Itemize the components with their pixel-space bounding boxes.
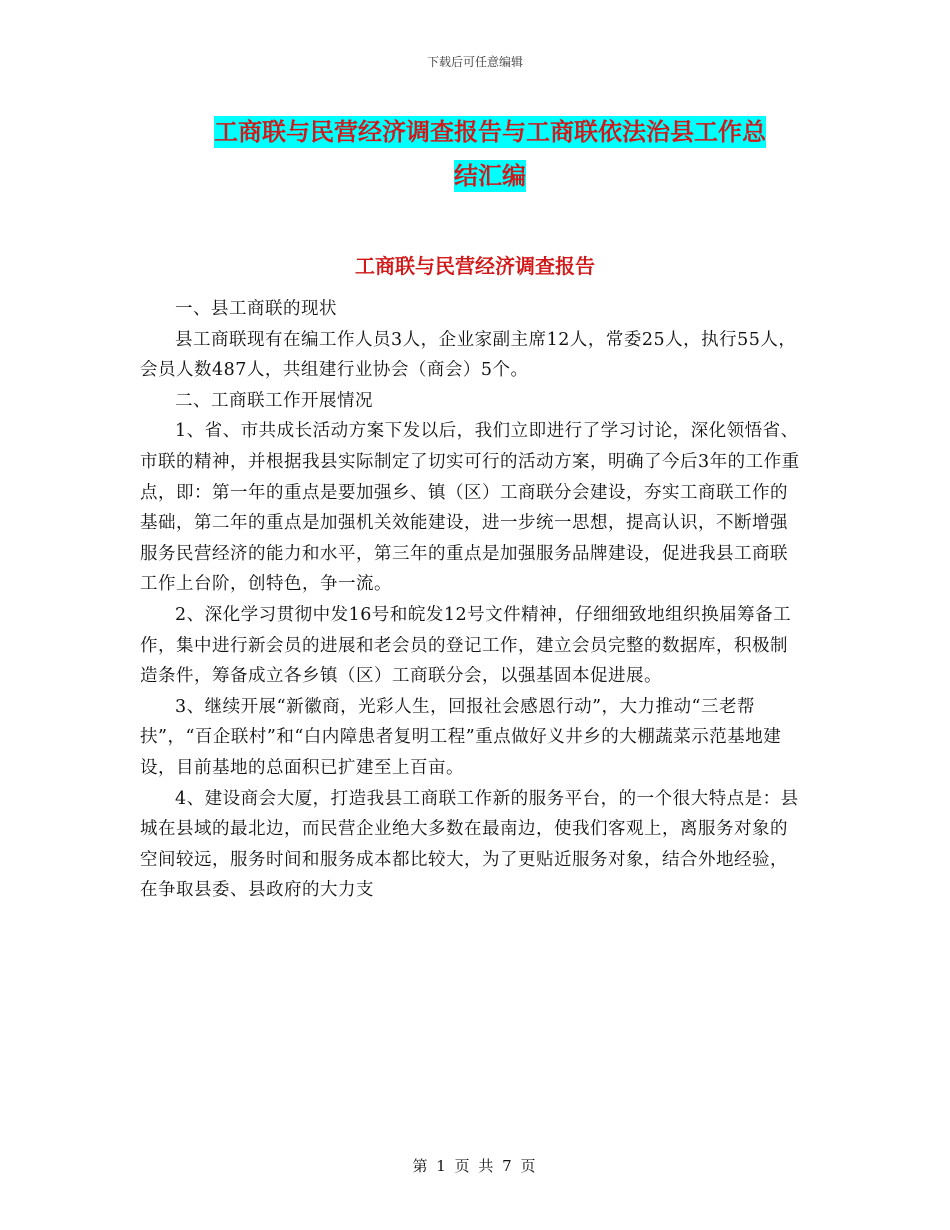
title-line-1: 工商联与民营经济调查报告与工商联依法治县工作总 (214, 118, 766, 146)
paragraph-heading-1: 一、县工商联的现状 (175, 299, 337, 319)
title-line-2: 结汇编 (454, 162, 526, 190)
paragraph: 1、省、市共成长活动方案下发以后，我们立即进行了学习讨论，深化领悟省、市联的精神，并根据我县实际制定了切实可行的活动方案，明确了今后3年的工作重点，即：第一年的重点是要加强乡、镇（区）工商联分会建设，夯实工商联工作的基础，第二年的重点是加强机关效能建设，进一步统一思想，提高认识，不断增强服务民营经济的能力和水平，第三年的重点是加强服务品牌建设，促进我县工商联工作上台阶，创特色，争一流。 (140, 421, 800, 595)
paragraph-heading-2: 二、工商联工作开展情况 (175, 390, 373, 411)
header-note: 下载后可任意编辑 (426, 55, 523, 69)
paragraph: 3、继续开展“新徽商，光彩人生，回报社会感恩行动”，大力推动“三老帮扶”，“百企联村”和“白内障患者复明工程”重点做好义井乡的大棚蔬菜示范基地建设，目前基地的总面积已扩建至上百亩。 (140, 696, 782, 778)
page-footer: 第 1 页 共 7 页 (412, 1157, 538, 1175)
section-title: 工商联与民营经济调查报告 (355, 254, 595, 278)
document-title (150, 110, 830, 198)
paragraph: 县工商联现有在编工作人员3人，企业家副主席12人，常委25人，执行55人，会员人数487人，共组建行业协会（商会）5个。 (140, 329, 797, 381)
body-text (140, 294, 800, 906)
paragraph: 4、建设商会大厦，打造我县工商联工作新的服务平台，的一个很大特点是：县城在县域的最北边，而民营企业绝大多数在最南边，使我们客观上，离服务对象的空间较远，服务时间和服务成本都比较大，为了更贴近服务对象，结合外地经验，在争取县委、县政府的大力支 (140, 788, 799, 901)
paragraph: 2、深化学习贯彻中发16号和皖发12号文件精神，仔细细致地组织换届筹备工作，集中进行新会员的进展和老会员的登记工作，建立会员完整的数据库，积极制造条件，筹备成立各乡镇（区）工商联分会，以强基固本促进展。 (140, 604, 792, 687)
